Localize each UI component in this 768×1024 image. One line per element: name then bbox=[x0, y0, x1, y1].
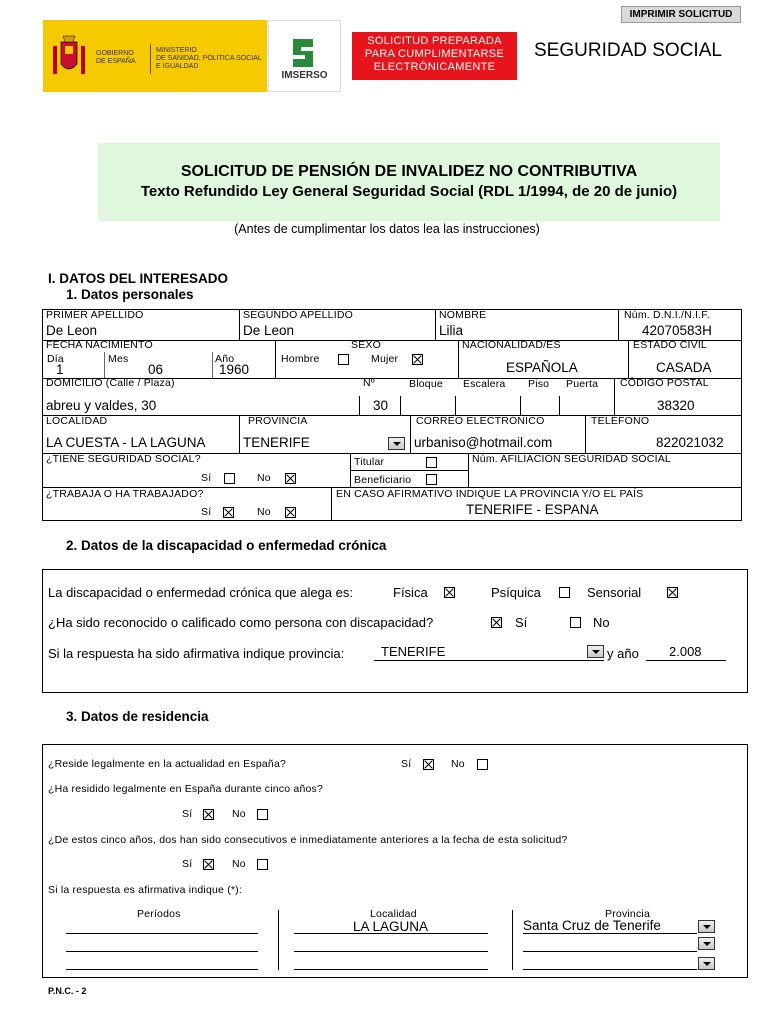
print-button[interactable]: IMPRIMIR SOLICITUD bbox=[621, 6, 741, 23]
domicilio-field[interactable]: abreu y valdes, 30 bbox=[46, 398, 157, 413]
consecutivos-question: ¿De estos cinco años, dos han sido consecutivos e inmediatamente anteriores a la fecha de esta solicitud? bbox=[48, 834, 568, 846]
cinco-si-label: Sí bbox=[182, 808, 193, 820]
codigo-postal-field[interactable]: 38320 bbox=[657, 398, 695, 413]
nombre-label: NOMBRE bbox=[439, 309, 487, 321]
trabaja-no-label: No bbox=[257, 506, 271, 518]
afiliacion-label: Núm. AFILIACIÓN SEGURIDAD SOCIAL bbox=[472, 453, 671, 465]
caso-afirmativo-label: EN CASO AFIRMATIVO INDIQUE LA PROVINCIA Y/O EL PAÍS bbox=[336, 488, 644, 500]
gov-text: GOBIERNO DE ESPAÑA bbox=[96, 50, 136, 65]
localidad-label: LOCALIDAD bbox=[46, 415, 108, 427]
res-localidad-field[interactable]: LA LAGUNA bbox=[353, 919, 429, 934]
mes-label: Mes bbox=[108, 353, 129, 365]
seguridad-social-label: ¿TIENE SEGURIDAD SOCIAL? bbox=[46, 453, 201, 465]
ss-no-label: No bbox=[257, 472, 271, 484]
fisica-label: Física bbox=[393, 585, 428, 600]
coat-of-arms-icon bbox=[50, 34, 88, 80]
afirmativa-question: Si la respuesta es afirmativa indique (*): bbox=[48, 884, 242, 896]
ss-no-checkbox[interactable] bbox=[285, 473, 296, 484]
segundo-apellido-field[interactable]: De Leon bbox=[243, 323, 295, 338]
ministry-text: MINISTERIO DE SANIDAD, POLÍTICA SOCIAL E IGUALDAD bbox=[156, 47, 262, 70]
nacionalidad-label: NACIONALIDAD/ES bbox=[462, 339, 561, 351]
fecha-nacimiento-label: FECHA NACIMIENTO bbox=[46, 339, 153, 351]
res-provincia-dropdown-1[interactable] bbox=[698, 920, 715, 933]
res-provincia-dropdown-3[interactable] bbox=[698, 957, 715, 970]
psiquica-label: Psíquica bbox=[491, 585, 541, 600]
periodo-field-2[interactable] bbox=[66, 951, 258, 952]
primer-apellido-label: PRIMER APELLIDO bbox=[46, 309, 144, 321]
title-box bbox=[98, 143, 720, 221]
anio-label: Año bbox=[215, 353, 235, 365]
reside-no-label: No bbox=[451, 758, 465, 770]
correo-field[interactable]: urbaniso@hotmail.com bbox=[414, 435, 553, 450]
piso-label: Piso bbox=[528, 378, 550, 390]
disability-question: La discapacidad o enfermedad crónica que alega es: bbox=[48, 585, 353, 600]
res-provincia-dropdown-2[interactable] bbox=[698, 937, 715, 950]
fisica-checkbox[interactable] bbox=[444, 587, 455, 598]
titular-label: Titular bbox=[354, 456, 385, 468]
reside-si-checkbox[interactable] bbox=[423, 759, 434, 770]
res-localidad-label: Localidad bbox=[370, 908, 417, 920]
hombre-checkbox[interactable] bbox=[338, 354, 349, 365]
primer-apellido-field[interactable]: De Leon bbox=[46, 323, 98, 338]
estado-civil-field[interactable]: CASADA bbox=[656, 360, 712, 375]
mes-field[interactable]: 06 bbox=[148, 362, 164, 377]
periodos-label: Períodos bbox=[137, 908, 181, 920]
mujer-checkbox[interactable] bbox=[412, 354, 423, 365]
beneficiario-label: Beneficiario bbox=[354, 474, 412, 486]
imserso-logo: IMSERSO bbox=[268, 20, 341, 92]
reside-si-label: Sí bbox=[401, 758, 412, 770]
escalera-label: Escalera bbox=[463, 378, 506, 390]
nombre-field[interactable]: Lilia bbox=[439, 323, 464, 338]
trabaja-si-label: Sí bbox=[201, 506, 212, 518]
cinco-si-checkbox[interactable] bbox=[203, 809, 214, 820]
electronic-notice: SOLICITUD PREPARADA PARA CUMPLIMENTARSE ELECTRÓNICAMENTE bbox=[352, 32, 517, 80]
recognized-si-label: Sí bbox=[515, 615, 528, 630]
reside-question: ¿Reside legalmente en la actualidad en España? bbox=[48, 758, 287, 770]
sensorial-checkbox[interactable] bbox=[667, 587, 678, 598]
trabaja-no-checkbox[interactable] bbox=[285, 507, 296, 518]
segundo-apellido-label: SEGUNDO APELLIDO bbox=[243, 309, 353, 321]
dni-label: Núm. D.N.I./N.I.F. bbox=[624, 309, 710, 321]
residence-box bbox=[42, 744, 748, 978]
consecutivos-no-label: No bbox=[232, 858, 246, 870]
telefono-field[interactable]: 822021032 bbox=[656, 435, 724, 450]
hombre-label: Hombre bbox=[281, 353, 320, 365]
section3-heading: 3. Datos de residencia bbox=[66, 709, 209, 724]
numero-label: Nº bbox=[363, 377, 375, 389]
consecutivos-si-label: Sí bbox=[182, 858, 193, 870]
section1-subheading: 1. Datos personales bbox=[66, 287, 194, 302]
localidad-field[interactable]: LA CUESTA - LA LAGUNA bbox=[46, 435, 206, 450]
recognized-question: ¿Ha sido reconocido o calificado como persona con discapacidad? bbox=[48, 615, 434, 630]
cinco-no-checkbox[interactable] bbox=[257, 809, 268, 820]
titular-checkbox[interactable] bbox=[426, 457, 437, 468]
provincia-dropdown-icon[interactable] bbox=[388, 437, 405, 450]
section2-heading: 2. Datos de la discapacidad o enfermedad crónica bbox=[66, 538, 387, 553]
disability-provincia-select[interactable]: TENERIFE bbox=[381, 644, 446, 659]
periodo-field-1[interactable] bbox=[66, 933, 258, 934]
bloque-label: Bloque bbox=[409, 378, 443, 390]
org-title: SEGURIDAD SOCIAL bbox=[534, 40, 722, 61]
res-provincia-select[interactable]: Santa Cruz de Tenerife bbox=[523, 918, 661, 933]
form-subtitle: Texto Refundido Ley General Seguridad Social (RDL 1/1994, de 20 de junio) bbox=[140, 183, 678, 200]
section1-heading: I. DATOS DEL INTERESADO bbox=[48, 271, 229, 286]
dia-field[interactable]: 1 bbox=[56, 362, 64, 377]
psiquica-checkbox[interactable] bbox=[559, 587, 570, 598]
cinco-no-label: No bbox=[232, 808, 246, 820]
ss-si-checkbox[interactable] bbox=[224, 473, 235, 484]
anio-field[interactable]: 1960 bbox=[219, 362, 250, 377]
form-title: SOLICITUD DE PENSIÓN DE INVALIDEZ NO CONTRIBUTIVA bbox=[180, 163, 638, 180]
ss-si-label: Sí bbox=[201, 472, 212, 484]
codigo-postal-label: CÓDIGO POSTAL bbox=[620, 377, 709, 389]
page-footer: P.N.C. - 2 bbox=[48, 986, 87, 996]
periodo-field-3[interactable] bbox=[66, 969, 258, 970]
caso-afirmativo-field[interactable]: TENERIFE - ESPANA bbox=[466, 502, 599, 517]
trabaja-label: ¿TRABAJA O HA TRABAJADO? bbox=[46, 488, 204, 500]
estado-civil-label: ESTADO CIVIL bbox=[633, 339, 707, 351]
res-provincia-label: Provincia bbox=[605, 908, 650, 920]
cinco-anios-question: ¿Ha residido legalmente en España durante cinco años? bbox=[48, 783, 324, 795]
beneficiario-checkbox[interactable] bbox=[426, 474, 437, 485]
sensorial-label: Sensorial bbox=[587, 585, 642, 600]
instructions-note: (Antes de cumplimentar los datos lea las instrucciones) bbox=[234, 222, 540, 236]
mujer-label: Mujer bbox=[371, 353, 399, 365]
trabaja-si-checkbox[interactable] bbox=[223, 507, 234, 518]
y-anio-label: y año bbox=[607, 646, 639, 661]
dia-label: Día bbox=[47, 353, 64, 365]
recognized-si-checkbox[interactable] bbox=[491, 617, 502, 628]
recognized-no-checkbox[interactable] bbox=[570, 617, 581, 628]
correo-label: CORREO ELECTRÓNICO bbox=[416, 415, 545, 427]
numero-field[interactable]: 30 bbox=[373, 398, 389, 413]
consecutivos-no-checkbox[interactable] bbox=[257, 859, 268, 870]
recognized-no-label: No bbox=[593, 615, 610, 630]
domicilio-label: DOMICILIO (Calle / Plaza) bbox=[46, 377, 175, 389]
provincia-label: PROVINCIA bbox=[248, 415, 308, 427]
telefono-label: TELÉFONO bbox=[591, 415, 650, 427]
province-question: Si la respuesta ha sido afirmativa indique provincia: bbox=[48, 646, 345, 661]
consecutivos-si-checkbox[interactable] bbox=[203, 859, 214, 870]
disability-provincia-dropdown-icon[interactable] bbox=[587, 645, 604, 658]
disability-anio-field[interactable]: 2.008 bbox=[669, 644, 702, 659]
dni-field[interactable]: 42070583H bbox=[642, 323, 712, 338]
reside-no-checkbox[interactable] bbox=[477, 759, 488, 770]
provincia-select[interactable]: TENERIFE bbox=[243, 435, 310, 450]
sexo-label: SEXO bbox=[351, 339, 381, 351]
puerta-label: Puerta bbox=[566, 378, 599, 390]
nacionalidad-field[interactable]: ESPAÑOLA bbox=[506, 360, 578, 375]
